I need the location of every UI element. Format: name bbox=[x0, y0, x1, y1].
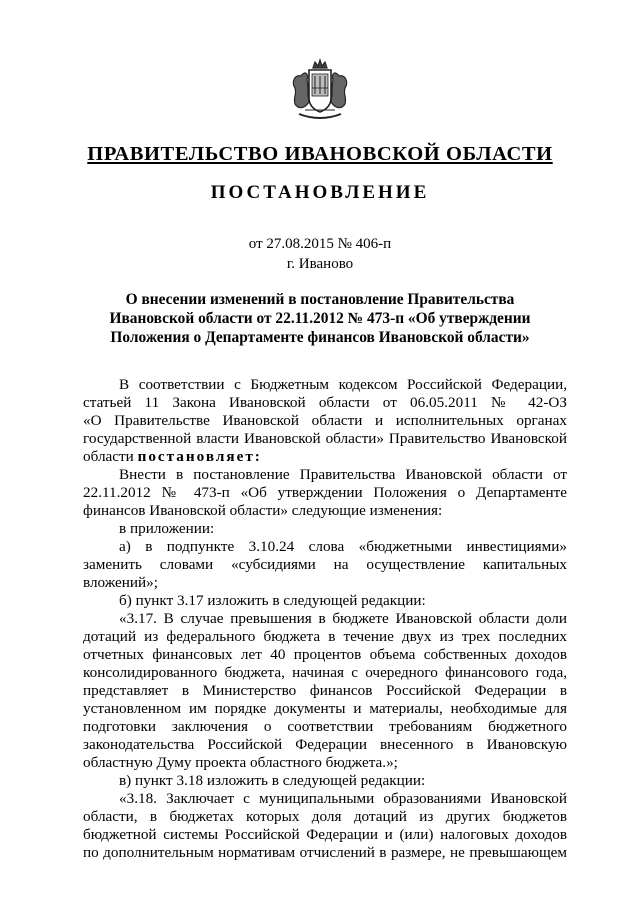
text-line: «3.17. В случае превышения в бюджете Ивановской области доли bbox=[119, 610, 567, 627]
text-line: Внести в постановление Правительства Ивановской области от bbox=[119, 466, 567, 483]
text-line: «О Правительстве Ивановской области и исполнительных органах bbox=[83, 412, 567, 429]
text-line: заменить словами «субсидиями на осуществление капитальных bbox=[83, 556, 567, 573]
document-subject bbox=[0, 290, 640, 347]
text-line: а) в подпункте 3.10.24 слова «бюджетными инвестициями» bbox=[119, 538, 567, 555]
text-line: области, в бюджетах которых доля дотаций из других бюджетов bbox=[83, 808, 567, 825]
subject-line: О внесении изменений в постановление Правительства bbox=[125, 291, 515, 308]
text-line: в приложении: bbox=[119, 520, 215, 537]
document-body bbox=[83, 376, 567, 862]
text-line: бюджетной системы Российской Федерации и (или) налоговых доходов bbox=[83, 826, 567, 843]
city: г. Иваново bbox=[286, 256, 354, 272]
text-line: консолидированного бюджета, начиная с очередного финансового года, bbox=[83, 664, 567, 681]
resolves-word: постановляет: bbox=[137, 448, 262, 465]
text-line: установленном им порядке документы и материалы, необходимые для bbox=[83, 700, 567, 717]
text-line: представляет в Министерство финансов Российской Федерации в bbox=[83, 682, 567, 699]
text-line: «3.18. Заключает с муниципальными образованиями Ивановской bbox=[119, 790, 567, 807]
coat-of-arms-emblem bbox=[287, 58, 353, 124]
document-type: ПОСТАНОВЛЕНИЕ bbox=[210, 182, 430, 203]
subject-line: Положения о Департаменте финансов Ивановской области» bbox=[110, 329, 530, 346]
text-line: по дополнительным нормативам отчислений в размере, не превышающем bbox=[83, 844, 567, 861]
text-line: в) пункт 3.18 изложить в следующей редакции: bbox=[119, 772, 426, 789]
text-line: областную Думу проекта областного бюджета.»; bbox=[83, 754, 398, 771]
text-line: дотаций из федерального бюджета в течение двух из трех последних bbox=[83, 628, 567, 645]
text-line: финансов Ивановской области» следующие изменения: bbox=[83, 502, 443, 519]
text-line: законодательства Российской Федерации внесенного в Ивановскую bbox=[83, 736, 567, 753]
government-name: ПРАВИТЕЛЬСТВО ИВАНОВСКОЙ ОБЛАСТИ bbox=[87, 143, 553, 165]
text-line bbox=[83, 448, 567, 466]
text-line: 22.11.2012 № 473-п «Об утверждении Положения о Департаменте bbox=[83, 484, 567, 501]
subject-line: Ивановской области от 22.11.2012 № 473-п «Об утверждении bbox=[109, 310, 531, 327]
date-and-number: от 27.08.2015 № 406-п bbox=[248, 236, 392, 252]
text-line: государственной власти Ивановской области» Правительство Ивановской bbox=[83, 430, 567, 447]
text-line: статьей 11 Закона Ивановской области от 06.05.2011 № 42-ОЗ bbox=[83, 394, 567, 411]
text-line: В соответствии с Бюджетным кодексом Российской Федерации, bbox=[119, 376, 567, 393]
text-line: вложений»; bbox=[83, 574, 158, 591]
text-line: подготовки заключения о соответствии требованиям бюджетного bbox=[83, 718, 567, 735]
text-fragment: области bbox=[83, 448, 134, 465]
text-line: б) пункт 3.17 изложить в следующей редакции: bbox=[119, 592, 426, 609]
text-line: отчетных финансовых лет 40 процентов объема собственных доходов bbox=[83, 646, 567, 663]
